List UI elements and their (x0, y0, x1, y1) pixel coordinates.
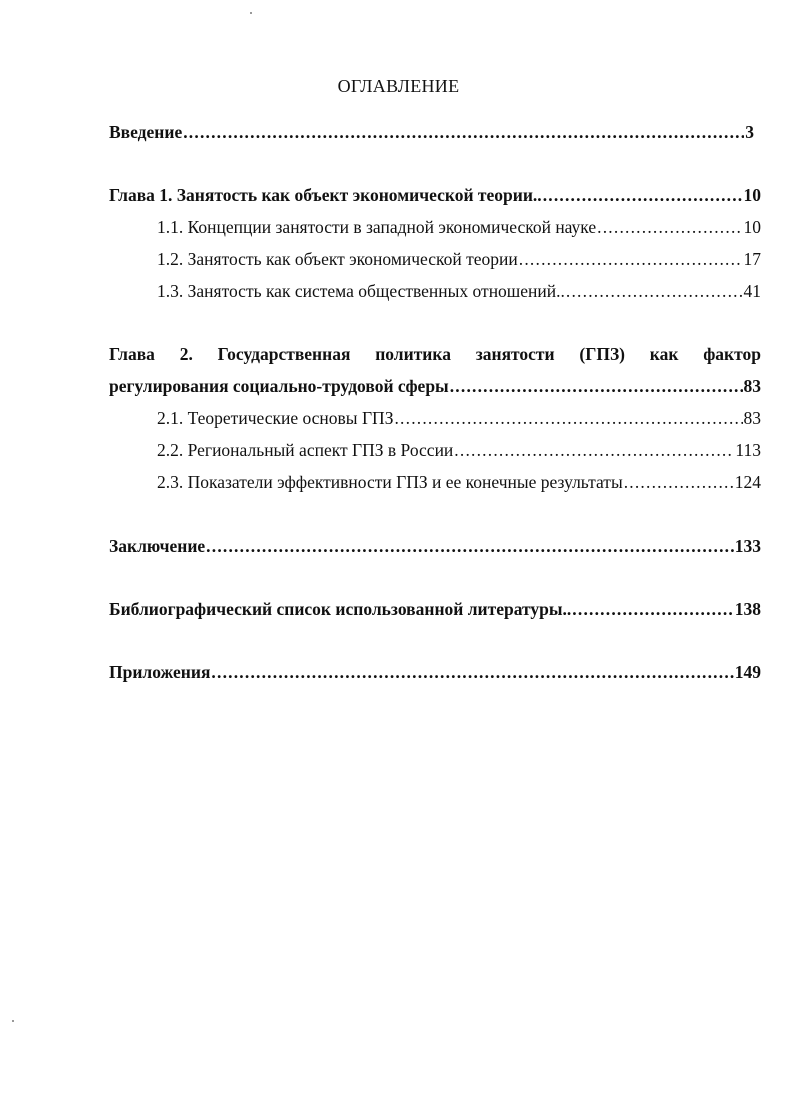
toc-entry-label: 2.2. Региональный аспект ГПЗ в России (157, 440, 454, 460)
toc-leader-dots (206, 535, 734, 557)
toc-entry-page: 41 (743, 281, 761, 301)
scan-speck (250, 12, 252, 14)
toc-entry-section-1-2[interactable] (157, 248, 761, 270)
toc-leader-dots (597, 216, 742, 238)
toc-leader-dots (450, 375, 743, 397)
toc-entry-page: 3 (745, 122, 754, 142)
toc-leader-dots (183, 121, 744, 143)
toc-entry-page: 124 (734, 472, 761, 492)
toc-entry-chapter-2[interactable] (109, 375, 761, 397)
toc-leader-dots (624, 471, 734, 493)
toc-entry-page: 138 (734, 599, 761, 619)
toc-entry-label: Приложения (109, 662, 211, 682)
toc-entry-label: 1.1. Концепции занятости в западной экономической науке (157, 217, 597, 237)
toc-entry-label: Введение (109, 122, 183, 142)
toc-entry-appendices[interactable] (109, 661, 761, 683)
toc-leader-dots (454, 439, 734, 461)
toc-entry-page: 10 (743, 217, 761, 237)
toc-leader-dots (572, 598, 733, 620)
toc-entry-section-1-1[interactable] (157, 216, 761, 238)
toc-entry-section-2-1[interactable] (157, 407, 761, 429)
toc-entry-label: Библиографический список использованной литературы.. (109, 599, 572, 619)
toc-entry-label: 1.2. Занятость как объект экономической теории (157, 249, 518, 269)
toc-entry-page: 149 (734, 662, 761, 682)
scan-speck (12, 1020, 14, 1022)
toc-leader-dots (394, 407, 742, 429)
toc-entry-label: Заключение (109, 536, 206, 556)
toc-entry-page: 10 (743, 185, 761, 205)
toc-leader-dots (519, 248, 743, 270)
toc-entry-page: 113 (735, 440, 761, 460)
toc-entry-label: 1.3. Занятость как система общественных отношений.. (157, 281, 565, 301)
toc-entry-page: 133 (734, 536, 761, 556)
toc-entry-conclusion[interactable] (109, 535, 761, 557)
toc-entry-chapter-1[interactable] (109, 184, 761, 206)
page-title: ОГЛАВЛЕНИЕ (337, 76, 460, 96)
toc-entry-label: 2.3. Показатели эффективности ГПЗ и ее конечные результаты (157, 472, 623, 492)
toc-entry-bibliography[interactable] (109, 598, 761, 620)
toc-entry-section-1-3[interactable] (157, 280, 761, 302)
toc-entry-section-2-2[interactable] (157, 439, 761, 461)
toc-entry-page: 83 (743, 408, 761, 428)
toc-entry-page: 17 (743, 249, 761, 269)
toc-entry-section-2-3[interactable] (157, 471, 761, 493)
toc-leader-dots (543, 184, 743, 206)
toc-entry-introduction[interactable] (109, 121, 754, 143)
toc-entry-chapter-2-line-1[interactable]: Глава 2. Государственная политика занятости (ГПЗ) как фактор (109, 344, 761, 364)
toc-entry-label: 2.1. Теоретические основы ГПЗ (157, 408, 394, 428)
toc-leader-dots (211, 661, 733, 683)
toc-entry-label: регулирования социально-трудовой сферы (109, 376, 449, 396)
toc-entry-page: 83 (743, 376, 761, 396)
toc-entry-label: Глава 1. Занятость как объект экономической теории.. (109, 185, 542, 205)
toc-leader-dots (566, 280, 743, 302)
